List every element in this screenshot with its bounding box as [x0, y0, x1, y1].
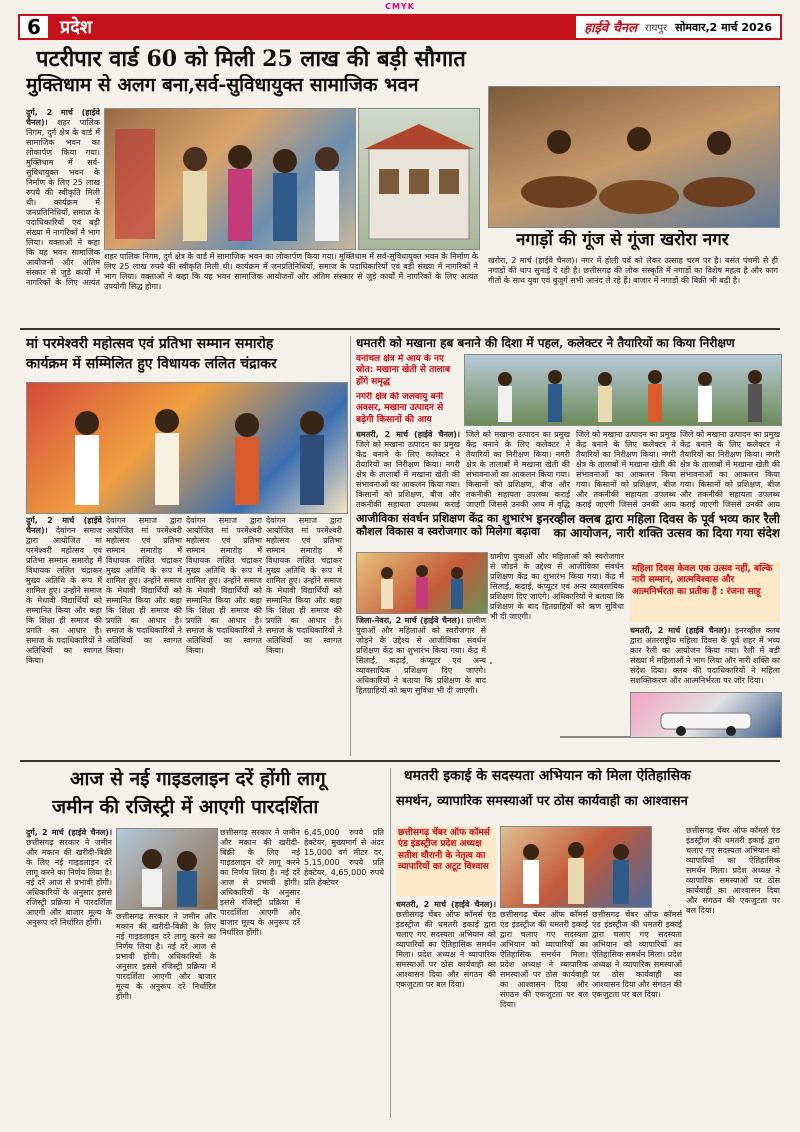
art5-photo-people	[357, 553, 487, 613]
art4-bullet-2-box	[356, 392, 460, 426]
art2-photo-drummers	[489, 87, 779, 227]
art3-photo-figures	[27, 383, 347, 513]
art4-bullet-1-box	[356, 354, 460, 388]
art8-col-3	[592, 910, 682, 1118]
color-registration-mark: CMYK	[385, 2, 415, 11]
art5-dateline: जिला-नेवरा, 2 मार्च (हाईवे चैनल)।	[356, 616, 464, 625]
column-rule-1	[350, 336, 351, 756]
art8-bullet-box	[396, 826, 496, 896]
art8-headline-1: धमतरी इकाई के सदस्यता अभियान को मिला ऐतिहासिक	[404, 768, 691, 784]
art2-photo-nagada	[488, 86, 780, 228]
art5-headline-1: आजीविका संवर्धन प्रशिक्षण केंद्र का शुभारंभ	[356, 512, 533, 525]
art1-headline-1: पटरीपार वार्ड 60 को मिली 25 लाख की बड़ी सौगात	[36, 46, 466, 72]
art4-bullet-1: वनांचल क्षेत्र में आय के नए स्रोत: मखाना खेती से तालाब होंगे समृद्ध	[356, 354, 451, 387]
art5-body-2: ग्रामीण युवाओं और महिलाओं को स्वरोजगार से जोड़ने के उद्देश्य से आजीविका संवर्धन प्रशिक्षण केंद्र का शुभारंभ किया गया। केंद्र में सिलाई, कढ़ाई, कंप्यूटर एवं अन्य व्यावसायिक प्रशिक्षण दिए जाएंगे। अधिकारियों ने बताया कि प्रशिक्षण के बाद हितग्राहियों को ऋण सुविधा भी दी जाएगी।	[490, 552, 624, 621]
art3-col-2	[106, 516, 182, 756]
art3-body-3: देवांगन समाज द्वारा आयोजित मां परमेश्वरी महोत्सव एवं प्रतिभा सम्मान समारोह में विधायक ललित चंद्राकर मुख्य अतिथि के रूप में शामिल हुए। उन्होंने समाज के मेधावी विद्यार्थियों को सम्मानित किया और कहा कि शिक्षा ही समाज की प्रगति का आधार है। समाज के पदाधिकारियों ने अतिथियों का स्वागत किया।	[186, 516, 262, 655]
edition-city: रायपुर	[644, 23, 668, 34]
art4-dateline: धमतरी, 2 मार्च (हाईवे चैनल)।	[356, 430, 460, 439]
art4-col-1	[356, 430, 460, 510]
art7-headline-2: जमीन की रजिस्ट्री में आएगी पारदर्शिता	[52, 796, 319, 818]
art3-body: देवांगन समाज द्वारा आयोजित मां परमेश्वरी महोत्सव एवं प्रतिभा सम्मान समारोह में विधायक ललित चंद्राकर मुख्य अतिथि के रूप में शामिल हुए। उन्होंने समाज के मेधावी विद्यार्थियों को सम्मानित किया और कहा कि शिक्षा ही समाज की प्रगति का आधार है। समाज के पदाधिकारियों ने अतिथियों का स्वागत किया।	[26, 526, 102, 665]
art2-body-block	[488, 256, 778, 322]
art8-photo-members	[500, 826, 652, 908]
art6-anchor	[490, 662, 492, 664]
art7-body-2: छत्तीसगढ़ सरकार ने जमीन और मकान की खरीदी-बिक्री के लिए नई गाइडलाइन दरें लागू करने का निर्णय लिया है। नई दरें आज से प्रभावी होंगी। अधिकारियों के अनुसार इससे रजिस्ट्री प्रक्रिया में पारदर्शिता आएगी और बाजार मूल्य के अनुरूप दरें निर्धारित होंगी।	[116, 912, 216, 1001]
art8-col-2	[500, 910, 588, 1118]
page-number: 6	[18, 14, 50, 40]
art8-photo-group	[501, 827, 651, 907]
art4-col-2	[466, 430, 570, 510]
art7-headline-1: आज से नई गाइडलाइन दरें होंगी लागू	[70, 768, 326, 790]
art6-headline-1: इनरव्हील क्लब द्वारा महिला दिवस के पूर्व भव्य कार रैली	[536, 512, 780, 526]
art8-dateline: धमतरी, 2 मार्च (हाईवे चैनल)।	[396, 900, 496, 909]
art5-photo-training	[356, 552, 488, 614]
art2-headline: नगाड़ों की गूंज से गूंजा खरोरा नगर	[516, 230, 729, 250]
art3-col-1	[26, 516, 102, 756]
art4-body-2: जिले को मखाना उत्पादन का प्रमुख केंद्र बनाने के लिए कलेक्टर ने तैयारियों का निरीक्षण किया। नगरी क्षेत्र के तालाबों में मखाना खेती की संभावनाओं का आकलन किया गया। किसानों को प्रशिक्षण, बीज और तकनीकी सहायता उपलब्ध कराई जाएगी जिससे उनकी आय में वृद्धि	[466, 430, 570, 509]
art1-col-2	[104, 252, 478, 290]
art2-body: खरोरा, 2 मार्च (हाईवे चैनल)। नगर में होली पर्व को लेकर उत्साह चरम पर है। बसंत पंचमी से ही नगाड़ों की थाप सुनाई दे रही है। छत्तीसगढ़ की लोक संस्कृति में नगाड़ों का विशेष महत्व है और फाग गीतों के साथ युवा एवं बुजुर्ग सभी आनंद ले रहे हैं। बाजार में नगाड़ों की बिक्री भी बढ़ी है।	[488, 256, 778, 285]
divider-row-1	[20, 328, 780, 330]
art1-dateline: दुर्ग, 2 मार्च (हाईवे चैनल)।	[26, 108, 100, 127]
art1-photo-building-shape	[359, 109, 479, 249]
art3-body-2: देवांगन समाज द्वारा आयोजित मां परमेश्वरी महोत्सव एवं प्रतिभा सम्मान समारोह में विधायक ललित चंद्राकर मुख्य अतिथि के रूप में शामिल हुए। उन्होंने समाज के मेधावी विद्यार्थियों को सम्मानित किया और कहा कि शिक्षा ही समाज की प्रगति का आधार है। समाज के पदाधिकारियों ने अतिथियों का स्वागत किया।	[106, 516, 182, 655]
art4-headline: धमतरी को मखाना हब बनाने की दिशा में पहल, कलेक्टर ने तैयारियों का किया निरीक्षण	[356, 336, 735, 350]
art7-dateline: दुर्ग, 2 मार्च (हाईवे चैनल)।	[26, 828, 112, 837]
art6-headline-2: का आयोजन, नारी शक्ति उत्सव का दिया गया संदेश	[553, 526, 780, 541]
brand-name: हाईवे चैनल	[584, 21, 637, 36]
art7-col-1	[26, 828, 112, 1118]
art1-photo-event	[104, 108, 356, 250]
art6-bullet-1: महिला दिवस केवल एक उत्सव नहीं, बल्कि नारी सम्मान, आत्मविश्वास और आत्मनिर्भरता का प्रतीक है : रंजना साहू	[632, 564, 773, 597]
art7-body-3: छत्तीसगढ़ सरकार ने जमीन और मकान की खरीदी-बिक्री के लिए नई गाइडलाइन दरें लागू करने का निर्णय लिया है। नई दरें आज से प्रभावी होंगी। अधिकारियों के अनुसार इससे रजिस्ट्री प्रक्रिया में पारदर्शिता आएगी और बाजार मूल्य के अनुरूप दरें निर्धारित होंगी।	[220, 828, 300, 937]
art3-photo-samaroh	[26, 382, 348, 514]
art6-photo-car	[631, 693, 781, 737]
art1-photo-figures	[105, 109, 355, 249]
art1-body: शहर पालिक निगम, दुर्ग क्षेत्र के वार्ड में सामाजिक भवन का लोकार्पण किया गया। मुक्तिधाम में सर्व-सुविधायुक्त भवन के निर्माण के लिए 25 लाख रुपये की स्वीकृति मिली थी। कार्यक्रम में जनप्रतिनिधियों, समाज के पदाधिकारियों एवं बड़ी संख्या में नागरिकों ने भाग लिया। वक्ताओं ने कहा कि यह भवन सामाजिक आयोजनों और अंतिम संस्कार से जुड़े कार्यों में नागरिकों के लिए अत्यंत	[26, 118, 100, 287]
art5-col-2	[490, 552, 624, 756]
art4-col-4	[680, 430, 780, 510]
art1-col-1	[26, 108, 100, 288]
art4-photo-group	[465, 355, 781, 425]
art5-headline-2: कौशल विकास व स्वरोजगार को मिलेगा बढ़ावा	[356, 525, 540, 539]
art8-col-1	[396, 900, 496, 1118]
art7-col-4	[304, 828, 384, 1118]
page-header	[18, 14, 782, 40]
art8-col-4	[686, 826, 780, 1118]
art1-headline-2: मुक्तिधाम से अलग बना,सर्व-सुविधायुक्त सामाजिक भवन	[26, 74, 419, 96]
art4-body: जिले को मखाना उत्पादन का प्रमुख केंद्र बनाने के लिए कलेक्टर ने तैयारियों का निरीक्षण किया। नगरी क्षेत्र के तालाबों में मखाना खेती की संभावनाओं का आकलन किया गया। किसानों को प्रशिक्षण, बीज और तकनीकी सहायता उपलब्ध कराई	[356, 440, 460, 509]
art6-bullet-box	[630, 562, 780, 622]
art5-col-1	[356, 616, 486, 756]
art4-photo-collector	[464, 354, 782, 426]
art8-bullet-1: छत्तीसगढ़ चेंबर ऑफ कॉमर्स एंड इंडस्ट्रीज प्रदेश अध्यक्ष सतीश थौरानी के नेतृत्व का व्यापारियों का अटूट विश्वास	[398, 828, 490, 872]
art7-photo-official	[116, 828, 218, 910]
art8-body-2: छत्तीसगढ़ चेंबर ऑफ कॉमर्स एंड इंडस्ट्रीज की धमतरी इकाई द्वारा चलाए गए सदस्यता अभियान को व्यापारियों का ऐतिहासिक समर्थन मिला। प्रदेश अध्यक्ष ने व्यापारिक समस्याओं पर ठोस कार्यवाही का आश्वासन दिया और संगठन की एकजुटता पर बल दिया।	[500, 910, 588, 1009]
art3-col-4	[266, 516, 342, 756]
art3-body-4: देवांगन समाज द्वारा आयोजित मां परमेश्वरी महोत्सव एवं प्रतिभा सम्मान समारोह में विधायक ललित चंद्राकर मुख्य अतिथि के रूप में शामिल हुए। उन्होंने समाज के मेधावी विद्यार्थियों को सम्मानित किया और कहा कि शिक्षा ही समाज की प्रगति का आधार है। समाज के पदाधिकारियों ने अतिथियों का स्वागत किया।	[266, 516, 342, 655]
art8-body-3: छत्तीसगढ़ चेंबर ऑफ कॉमर्स एंड इंडस्ट्रीज की धमतरी इकाई द्वारा चलाए गए सदस्यता अभियान को व्यापारियों का ऐतिहासिक समर्थन मिला। प्रदेश अध्यक्ष ने व्यापारिक समस्याओं पर ठोस कार्यवाही का आश्वासन दिया और संगठन की एकजुटता पर बल दिया।	[592, 910, 682, 999]
art3-dateline: दुर्ग, 2 मार्च (हाईवे चैनल)।	[26, 516, 102, 535]
art4-body-3: जिले को मखाना उत्पादन का प्रमुख केंद्र बनाने के लिए कलेक्टर ने तैयारियों का निरीक्षण किया। नगरी क्षेत्र के तालाबों में मखाना खेती की संभावनाओं का आकलन किया गया। किसानों को प्रशिक्षण, बीज और तकनीकी सहायता उपलब्ध कराई जाएगी जिससे उनकी आय	[576, 430, 676, 509]
art7-col-3	[220, 828, 300, 1118]
art7-photo-portrait	[117, 829, 217, 909]
art6-body: इनरव्हील क्लब द्वारा अंतरराष्ट्रीय महिला दिवस के पूर्व शहर में भव्य कार रैली का आयोजन किया गया। रैली में बड़ी संख्या में महिलाओं ने भाग लिया और नारी शक्ति का संदेश दिया। क्लब की पदाधिकारियों ने महिला सशक्तिकरण और आत्मनिर्भरता पर जोर दिया।	[630, 626, 780, 685]
art3-col-3	[186, 516, 262, 756]
section-title: प्रदेश	[60, 17, 93, 38]
art8-body-4: छत्तीसगढ़ चेंबर ऑफ कॉमर्स एंड इंडस्ट्रीज की धमतरी इकाई द्वारा चलाए गए सदस्यता अभियान को व्यापारियों का ऐतिहासिक समर्थन मिला। प्रदेश अध्यक्ष ने व्यापारिक समस्याओं पर ठोस कार्यवाही का आश्वासन दिया और संगठन की एकजुटता पर बल दिया।	[686, 826, 780, 915]
art6-headline-box	[486, 512, 780, 558]
issue-date: सोमवार,2 मार्च 2026	[675, 20, 772, 34]
art1-body-continued: शहर पालिक निगम, दुर्ग क्षेत्र के वार्ड में सामाजिक भवन का लोकार्पण किया गया। मुक्तिधाम में सर्व-सुविधायुक्त भवन के निर्माण के लिए 25 लाख रुपये की स्वीकृति मिली थी। कार्यक्रम में जनप्रतिनिधियों, समाज के पदाधिकारियों एवं बड़ी संख्या में नागरिकों ने भाग लिया। वक्ताओं ने कहा कि यह भवन सामाजिक आयोजनों और अंतिम संस्कार से जुड़े कार्यों में नागरिकों के लिए अत्यंत उपयोगी सिद्ध होगा।	[104, 252, 478, 290]
art1-photo-building	[358, 108, 480, 250]
art6-dateline: धमतरी, 2 मार्च (हाईवे चैनल)।	[630, 626, 731, 635]
art4-body-4: जिले को मखाना उत्पादन का प्रमुख केंद्र बनाने के लिए कलेक्टर ने तैयारियों का निरीक्षण किया। नगरी क्षेत्र के तालाबों में मखाना खेती की संभावनाओं का आकलन किया गया। किसानों को प्रशिक्षण, बीज और तकनीकी सहायता उपलब्ध कराई जाएगी जिससे उनकी आय	[680, 430, 780, 509]
art3-headline-2: कार्यक्रम में सम्मिलित हुए विधायक ललित चंद्राकर	[26, 356, 277, 372]
column-rule-3	[390, 768, 391, 1118]
divider-row-2	[20, 760, 780, 762]
art3-headline-1: मां परमेश्वरी महोत्सव एवं प्रतिभा सम्मान समारोह	[26, 336, 274, 352]
art5-body: ग्रामीण युवाओं और महिलाओं को स्वरोजगार से जोड़ने के उद्देश्य से आजीविका संवर्धन प्रशिक्षण केंद्र का शुभारंभ किया गया। केंद्र में सिलाई, कढ़ाई, कंप्यूटर एवं अन्य व्यावसायिक प्रशिक्षण दिए जाएंगे। अधिकारियों ने बताया कि प्रशिक्षण के बाद हितग्राहियों को ऋण सुविधा भी दी जाएगी।	[356, 616, 486, 695]
art4-bullet-2: नगरी क्षेत्र की जलवायु बनी अवसर, मखाना उत्पादन से बढ़ेगी किसानों की आय	[356, 392, 444, 425]
art8-body: छत्तीसगढ़ चेंबर ऑफ कॉमर्स एंड इंडस्ट्रीज की धमतरी इकाई द्वारा चलाए गए सदस्यता अभियान को व्यापारियों का ऐतिहासिक समर्थन मिला। प्रदेश अध्यक्ष ने व्यापारिक समस्याओं पर ठोस कार्यवाही का आश्वासन दिया और संगठन की एकजुटता पर बल दिया।	[396, 910, 496, 989]
art4-col-3	[576, 430, 676, 510]
art6-photo-car-rally	[630, 692, 782, 738]
masthead	[576, 16, 780, 38]
art7-col-2	[116, 912, 216, 1118]
art7-body: छत्तीसगढ़ सरकार ने जमीन और मकान की खरीदी-बिक्री के लिए नई गाइडलाइन दरें लागू करने का निर्णय लिया है। नई दरें आज से प्रभावी होंगी। अधिकारियों के अनुसार इससे रजिस्ट्री प्रक्रिया में पारदर्शिता आएगी और बाजार मूल्य के अनुरूप दरें निर्धारित होंगी।	[26, 838, 112, 927]
art7-rates: 6,45,000 रुपये प्रति हेक्टेयर, मुख्यमार्ग से अंदर 15,000 वर्ग मीटर दर, 5,15,000 रुपये प्रति हेक्टेयर, 4,65,000 रुपये प्रति हेक्टेयर	[304, 828, 384, 887]
art8-headline-2: समर्थन, व्यापारिक समस्याओं पर ठोस कार्यवाही का आश्वासन	[396, 794, 688, 809]
